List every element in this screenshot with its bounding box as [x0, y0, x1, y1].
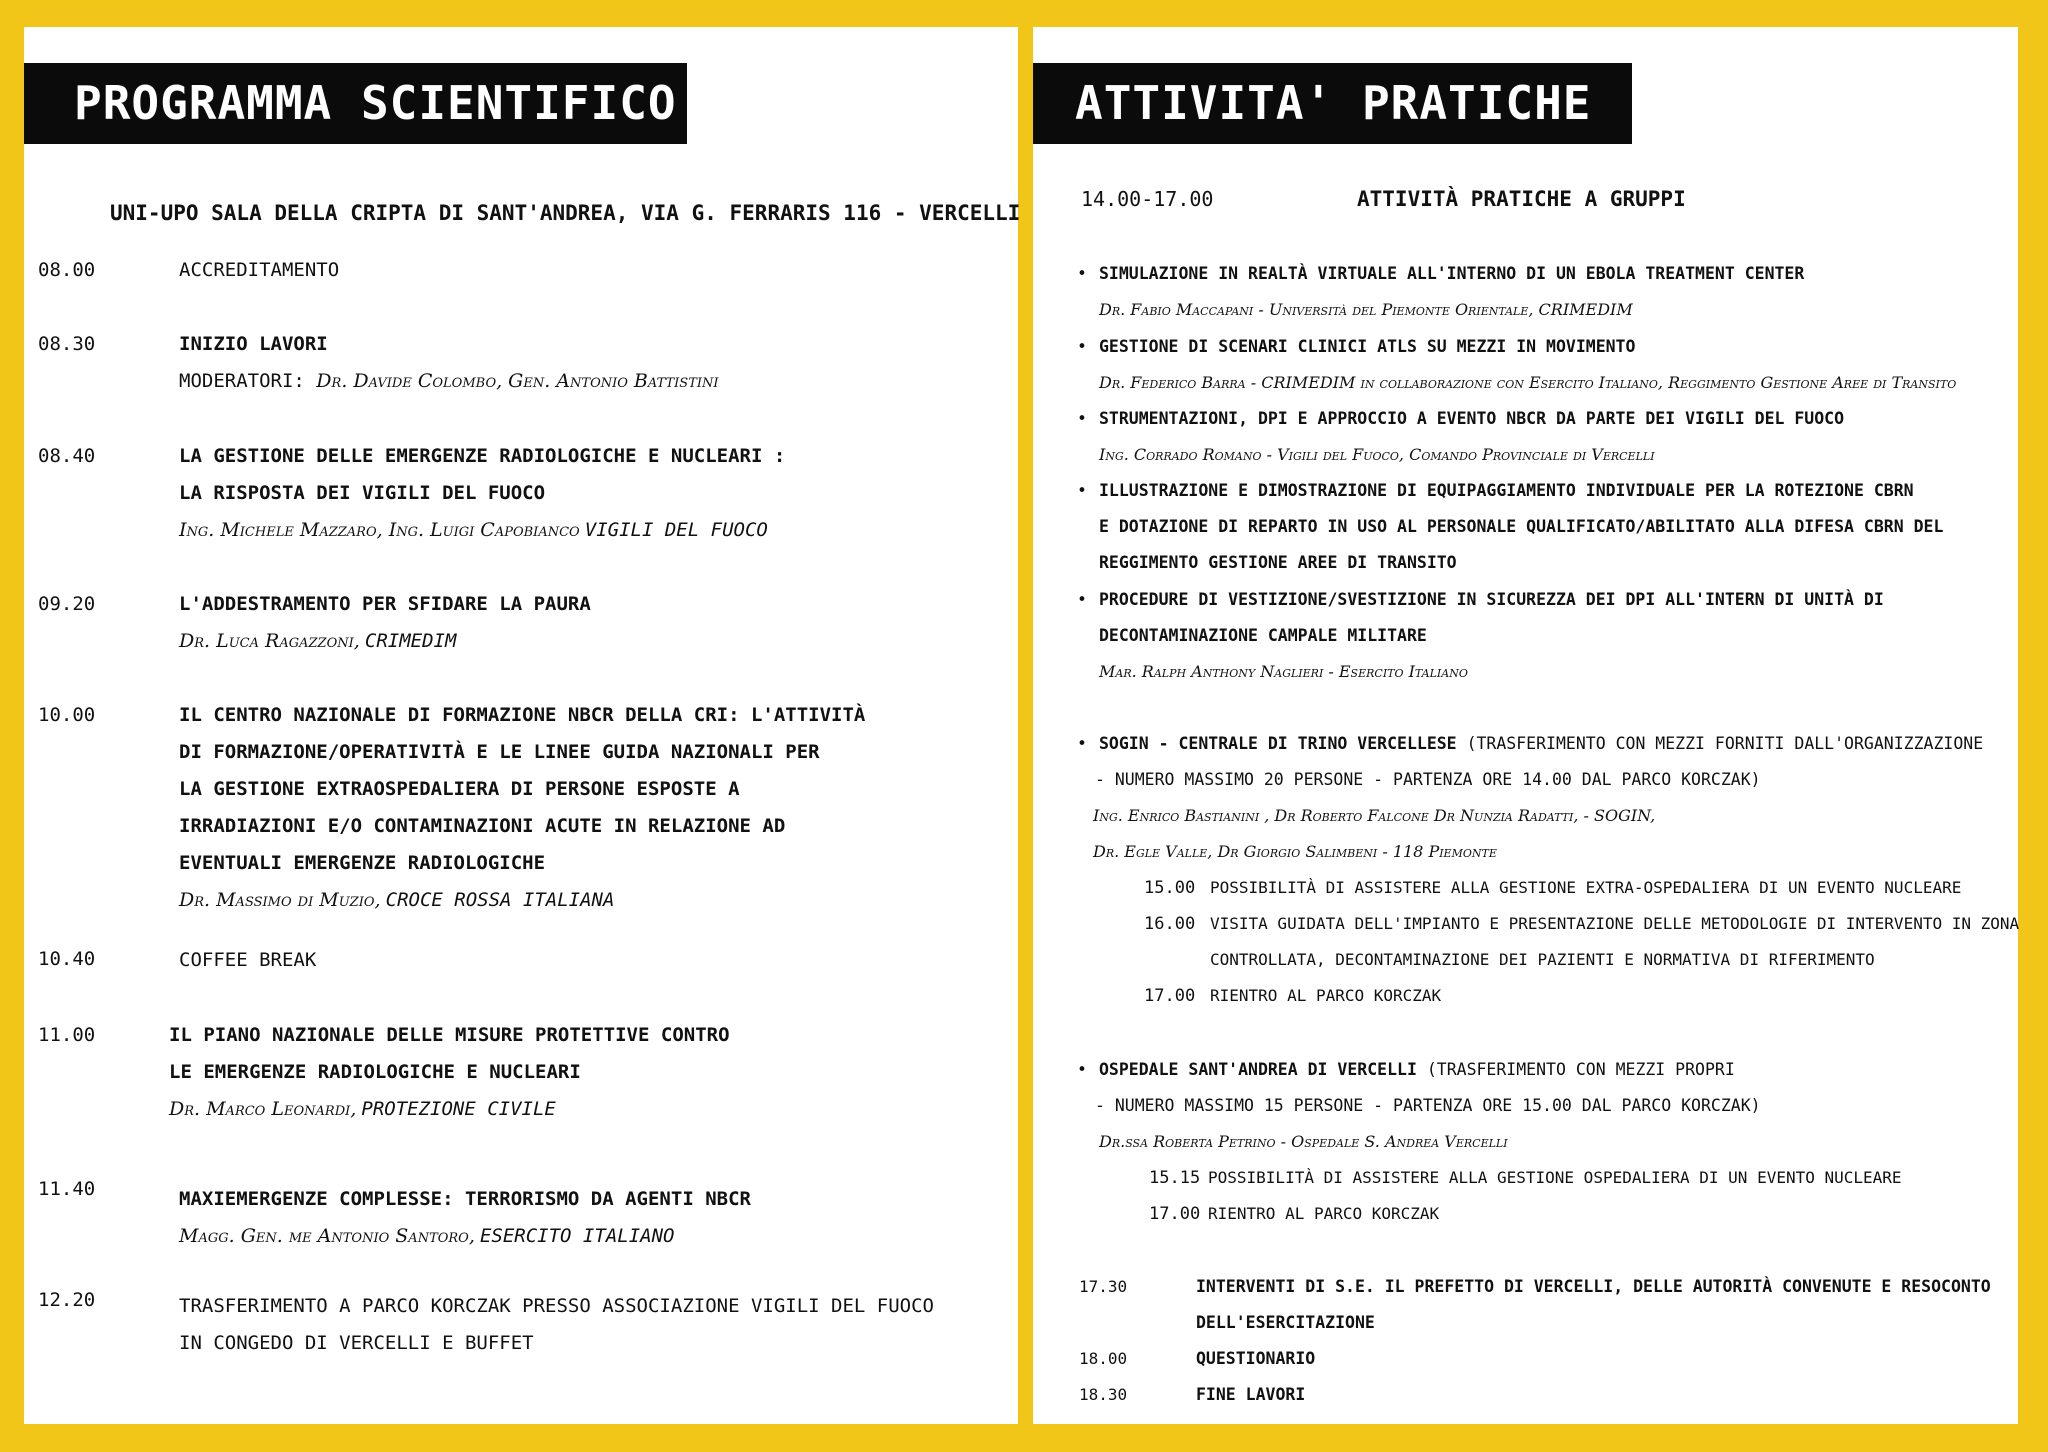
closing-item: FINE LAVORI: [1196, 1385, 1306, 1404]
moderators-line: [179, 363, 719, 400]
sogin-activity: RIENTRO AL PARCO KORCZAK: [1210, 986, 1442, 1005]
line: INTERVENTI DI S.E. IL PREFETTO DI VERCELLI, DELLE AUTORITÀ CONVENUTE E RESOCONTO: [1196, 1277, 1991, 1296]
line: IL CENTRO NAZIONALE DI FORMAZIONE NBCR DELLA CRI: L'ATTIVITÀ: [179, 704, 866, 726]
activity-title: [1099, 582, 1884, 654]
line: IRRADIAZIONI E/O CONTAMINAZIONI ACUTE IN RELAZIONE AD: [179, 815, 786, 837]
speaker-org: PROTEZIONE CIVILE: [361, 1098, 556, 1120]
header-title: ATTIVITÀ PRATICHE A GRUPPI: [1357, 187, 1686, 211]
sogin-note-2: - NUMERO MASSIMO 20 PERSONE - PARTENZA ORE 14.00 DAL PARCO KORCZAK): [1095, 770, 1761, 789]
activity-title: STRUMENTAZIONI, DPI E APPROCCIO A EVENTO NBCR DA PARTE DEI VIGILI DEL FUOCO: [1099, 409, 1845, 428]
time-0800: 08.00: [38, 259, 96, 281]
time-1000: 10.00: [38, 704, 96, 726]
bullet: •: [1077, 337, 1087, 356]
programma-title: PROGRAMMA SCIENTIFICO: [24, 63, 687, 144]
line: EVENTUALI EMERGENZE RADIOLOGICHE: [179, 852, 546, 874]
line: CONTROLLATA, DECONTAMINAZIONE DEI PAZIENTI E NORMATIVA DI RIFERIMENTO: [1210, 950, 1875, 969]
sogin-title: SOGIN - CENTRALE DI TRINO VERCELLESE: [1099, 734, 1457, 753]
ospedale-activity: POSSIBILITÀ DI ASSISTERE ALLA GESTIONE OSPEDALIERA DI UN EVENTO NUCLEARE: [1208, 1168, 1902, 1187]
ospedale-note: (TRASFERIMENTO CON MEZZI PROPRI: [1426, 1060, 1735, 1079]
sogin-activity: [1210, 906, 2019, 978]
speaker: Dr. Massimo di Muzio,: [179, 889, 381, 911]
left-panel: [24, 27, 1021, 1424]
line: COFFEE BREAK: [179, 949, 317, 971]
ospedale-title: OSPEDALE SANT'ANDREA DI VERCELLI: [1099, 1060, 1417, 1079]
closing-time: 18.00: [1079, 1349, 1128, 1368]
item-addestramento: [179, 586, 591, 623]
ospedale-activity: RIENTRO AL PARCO KORCZAK: [1208, 1204, 1440, 1223]
line: ACCREDITAMENTO: [179, 259, 340, 281]
speaker: Dr. Luca Ragazzoni,: [179, 630, 360, 652]
venue: UNI-UPO SALA DELLA CRIPTA DI SANT'ANDREA, VIA G. FERRARIS 116 - VERCELLI: [110, 201, 1021, 225]
speaker-line: [179, 1218, 674, 1255]
time-1140: 11.40: [38, 1178, 96, 1200]
time-0840: 08.40: [38, 445, 96, 467]
item-piano-nazionale: [169, 1017, 730, 1091]
speaker: Magg. Gen. me Antonio Santoro,: [179, 1225, 475, 1247]
activity-speaker: Dr. Fabio Maccapani - Università del Piemonte Orientale, CRIMEDIM: [1099, 300, 1633, 319]
line: IN CONGEDO DI VERCELLI E BUFFET: [179, 1332, 534, 1354]
line: LE EMERGENZE RADIOLOGICHE E NUCLEARI: [169, 1061, 581, 1083]
sogin-speaker-2: Dr. Egle Valle, Dr Giorgio Salimbeni - 118 Piemonte: [1093, 842, 1497, 861]
time-0830: 08.30: [38, 333, 96, 355]
item-gestione-emergenze: [179, 438, 785, 512]
speaker-org: CROCE ROSSA ITALIANA: [385, 889, 615, 911]
ospedale-line: [1099, 1052, 1735, 1088]
speaker-org: VIGILI DEL FUOCO: [584, 519, 768, 541]
line: INIZIO LAVORI: [179, 333, 328, 355]
bullet: •: [1077, 409, 1087, 428]
line: LA GESTIONE DELLE EMERGENZE RADIOLOGICHE E NUCLEARI :: [179, 445, 786, 467]
item-coffee-break: [179, 942, 316, 979]
item-maxiemergenze: [179, 1181, 751, 1218]
bullet: •: [1077, 481, 1087, 500]
closing-time: 17.30: [1079, 1277, 1128, 1296]
item-title-accreditamento: [179, 252, 339, 289]
line: REGGIMENTO GESTIONE AREE DI TRANSITO: [1099, 553, 1457, 572]
attivita-title: ATTIVITA' PRATICHE: [1033, 63, 1632, 144]
line: DECONTAMINAZIONE CAMPALE MILITARE: [1099, 626, 1427, 645]
time-0920: 09.20: [38, 593, 96, 615]
ospedale-note-2: - NUMERO MASSIMO 15 PERSONE - PARTENZA ORE 15.00 DAL PARCO KORCZAK): [1095, 1096, 1761, 1115]
activity-speaker: Dr. Federico Barra - CRIMEDIM in collaborazione con Esercito Italiano, Reggimento Gestione Aree di Transito: [1099, 373, 1957, 392]
line: LA GESTIONE EXTRAOSPEDALIERA DI PERSONE ESPOSTE A: [179, 778, 740, 800]
sogin-note: (TRASFERIMENTO CON MEZZI FORNITI DALL'ORGANIZZAZIONE: [1466, 734, 1984, 753]
sogin-time: 16.00: [1144, 914, 1196, 934]
activity-speaker: Ing. Corrado Romano - Vigili del Fuoco, Comando Provinciale di Vercelli: [1099, 445, 1655, 464]
right-panel: [1033, 27, 2018, 1424]
line: L'ADDESTRAMENTO PER SFIDARE LA PAURA: [179, 593, 591, 615]
closing-item: [1196, 1269, 1991, 1341]
speaker-line: [179, 512, 768, 549]
activity-title: [1099, 473, 1943, 581]
moderators: Dr. Davide Colombo, Gen. Antonio Battistini: [316, 370, 719, 392]
line: ILLUSTRAZIONE E DIMOSTRAZIONE DI EQUIPAGGIAMENTO INDIVIDUALE PER LA ROTEZIONE CBRN: [1099, 481, 1914, 500]
speaker-line: [179, 882, 614, 919]
speaker-org: ESERCITO ITALIANO: [479, 1225, 675, 1247]
bullet: •: [1077, 590, 1087, 609]
activity-title: SIMULAZIONE IN REALTÀ VIRTUALE ALL'INTERNO DI UN EBOLA TREATMENT CENTER: [1099, 264, 1805, 283]
line: LA RISPOSTA DEI VIGILI DEL FUOCO: [179, 482, 546, 504]
closing-time: 18.30: [1079, 1385, 1128, 1404]
speaker-org: CRIMEDIM: [364, 630, 457, 652]
line: VISITA GUIDATA DELL'IMPIANTO E PRESENTAZIONE DELLE METODOLOGIE DI INTERVENTO IN ZONA: [1210, 914, 2020, 933]
time-1220: 12.20: [38, 1289, 96, 1311]
speaker: Dr. Marco Leonardi,: [169, 1098, 357, 1120]
line: E DOTAZIONE DI REPARTO IN USO AL PERSONALE QUALIFICATO/ABILITATO ALLA DIFESA CBRN DEL: [1099, 517, 1944, 536]
ospedale-time: 15.15: [1149, 1168, 1201, 1188]
speaker-line: [179, 623, 456, 660]
bullet: •: [1077, 1060, 1087, 1079]
sogin-time: 17.00: [1144, 986, 1196, 1006]
line: DELL'ESERCITAZIONE: [1196, 1313, 1375, 1332]
sogin-line: [1099, 726, 1983, 762]
item-inizio-lavori: [179, 326, 719, 400]
line: MAXIEMERGENZE COMPLESSE: TERRORISMO DA AGENTI NBCR: [179, 1188, 751, 1210]
item-trasferimento: [179, 1288, 934, 1362]
sogin-time: 15.00: [1144, 878, 1196, 898]
line: DI FORMAZIONE/OPERATIVITÀ E LE LINEE GUIDA NAZIONALI PER: [179, 741, 820, 763]
time-1040: 10.40: [38, 948, 96, 970]
activity-speaker: Mar. Ralph Anthony Naglieri - Esercito Italiano: [1099, 662, 1468, 681]
sogin-activity: POSSIBILITÀ DI ASSISTERE ALLA GESTIONE EXTRA-OSPEDALIERA DI UN EVENTO NUCLEARE: [1210, 878, 1962, 897]
speaker-line: [169, 1091, 556, 1128]
line: TRASFERIMENTO A PARCO KORCZAK PRESSO ASSOCIAZIONE VIGILI DEL FUOCO: [179, 1295, 934, 1317]
line: PROCEDURE DI VESTIZIONE/SVESTIZIONE IN SICUREZZA DEI DPI ALL'INTERN DI UNITÀ DI: [1099, 590, 1884, 609]
speaker: Ing. Michele Mazzaro, Ing. Luigi Capobianco: [179, 519, 580, 541]
activity-title: GESTIONE DI SCENARI CLINICI ATLS SU MEZZI IN MOVIMENTO: [1099, 337, 1636, 356]
bullet: •: [1077, 264, 1087, 283]
ospedale-speaker: Dr.ssa Roberta Petrino - Ospedale S. Andrea Vercelli: [1099, 1132, 1508, 1151]
sogin-speaker-1: Ing. Enrico Bastianini , Dr Roberto Falcone Dr Nunzia Radatti, - SOGIN,: [1093, 806, 1656, 825]
closing-item: QUESTIONARIO: [1196, 1349, 1316, 1368]
item-centro-nazionale: [179, 697, 865, 882]
bullet: •: [1077, 734, 1087, 753]
header-time: 14.00-17.00: [1081, 187, 1214, 211]
time-1100: 11.00: [38, 1024, 96, 1046]
line: IL PIANO NAZIONALE DELLE MISURE PROTETTIVE CONTRO: [169, 1024, 730, 1046]
ospedale-time: 17.00: [1149, 1204, 1201, 1224]
moderators-label: MODERATORI:: [179, 370, 305, 392]
